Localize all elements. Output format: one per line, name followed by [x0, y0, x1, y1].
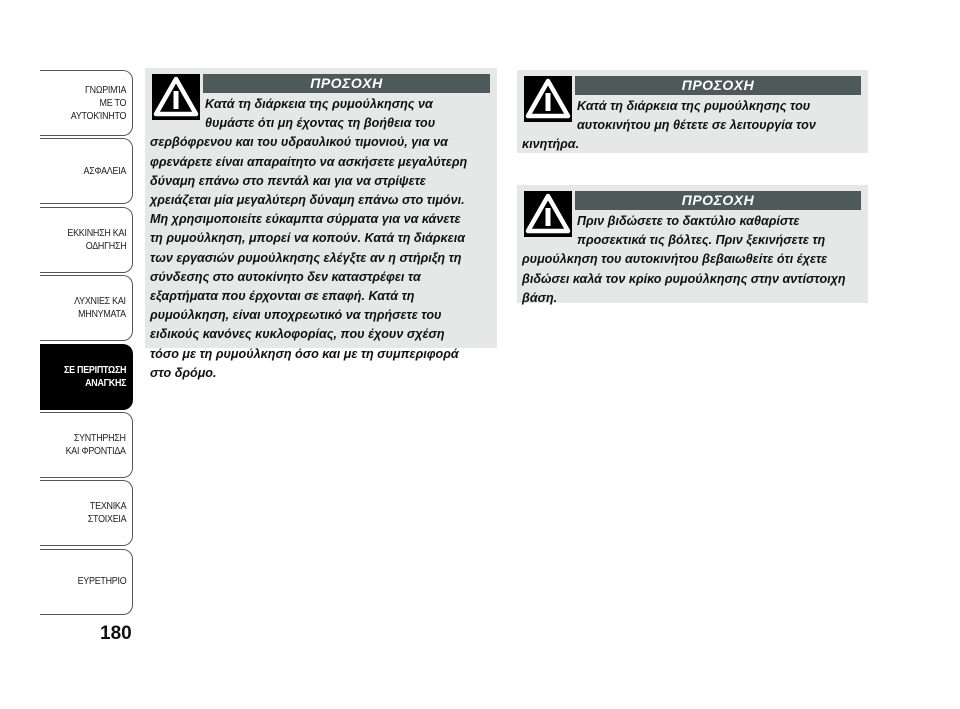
- warning-text-line: σύνδεσης στο αυτοκίνητο δεν καταστρέφει τα: [150, 269, 421, 284]
- warning-text-line: ρυμούλκηση του αυτοκινήτου βεβαιωθείτε ότι έχετε: [522, 252, 828, 267]
- warning-text-line: τη ρυμούλκηση, μπορεί να κοπούν. Κατά τη διάρκεια: [150, 231, 466, 246]
- tab-starting-driving[interactable]: [40, 207, 133, 273]
- tab-lights-messages[interactable]: [40, 275, 133, 341]
- warning-title: ΠΡΟΣΟΧΗ: [575, 76, 861, 95]
- tab-index[interactable]: [40, 549, 133, 615]
- warning-text-line: βάση.: [522, 290, 558, 305]
- warning-text-line: τόσο με τη ρυμούλκηση όσο και με τη συμπεριφορά: [150, 346, 459, 361]
- warning-text-line: θυμάστε ότι μη έχοντας τη βοήθεια του: [205, 116, 436, 131]
- warning-title: ΠΡΟΣΟΧΗ: [203, 74, 490, 93]
- tab-technical-data[interactable]: [40, 480, 133, 546]
- warning-text-line: των εργασιών ρυμούλκησης ελέγξτε αν η στήριξη τη: [150, 250, 462, 265]
- warning-text-line: ειδικούς κανόνες κυκλοφορίας, που έχουν σχέση: [150, 327, 445, 342]
- chapter-tabs: [40, 70, 133, 617]
- warning-text-line: στο δρόμο.: [150, 365, 217, 380]
- warning-text-line: αυτοκινήτου μη θέτετε σε λειτουργία τον: [577, 118, 816, 133]
- warning-text-line: κινητήρα.: [522, 137, 580, 152]
- warning-text-line: Κατά τη διάρκεια της ρυμούλκησης του: [577, 99, 811, 113]
- tab-maintenance[interactable]: [40, 412, 133, 478]
- page-number: 180: [100, 623, 132, 644]
- tab-label: ΣΕ ΠΕΡΙΠΤΩΣΗ ΑΝΑΓΚΗΣ: [63, 363, 126, 389]
- tab-label: ΛΥΧΝΙΕΣ ΚΑΙ ΜΗΝΥΜΑΤΑ: [74, 295, 126, 321]
- warning-text-line: Κατά τη διάρκεια της ρυμούλκησης να: [205, 97, 433, 111]
- warning-text-line: ρυμούλκηση, είναι υποχρεωτικό να τηρήσετε του: [150, 308, 442, 323]
- warning-text-line: Πριν βιδώσετε το δακτύλιο καθαρίστε: [577, 214, 800, 228]
- warning-text-line: δύναμη επάνω στο πεντάλ και για να στρίψετε: [150, 173, 426, 188]
- tab-label: ΕΥΡΕΤΗΡΙΟ: [77, 575, 126, 588]
- warning-text-line: χρειάζεται μία μεγαλύτερη δύναμη επάνω στο τιμόνι.: [150, 193, 465, 208]
- tab-getting-to-know[interactable]: [40, 70, 133, 136]
- warning-text: [150, 95, 493, 383]
- warning-text-line: σερβόφρενου και του υδραυλικού τιμονιού, για να: [150, 135, 448, 150]
- tab-emergency[interactable]: [40, 344, 133, 410]
- warning-text-line: Μη χρησιμοποιείτε εύκαμπτα σύρματα για να κάνετε: [150, 212, 461, 227]
- warning-text: [522, 212, 864, 308]
- tab-label: ΑΣΦΑΛΕΙΑ: [83, 164, 126, 177]
- tab-safety[interactable]: [40, 138, 133, 204]
- warning-text-line: προσεκτικά τις βόλτες. Πριν ξεκινήσετε τη: [577, 233, 826, 248]
- warning-title: ΠΡΟΣΟΧΗ: [575, 191, 861, 210]
- warning-text-line: φρενάρετε είναι απαραίτητο να ασκήσετε μεγαλύτερη: [150, 154, 468, 169]
- tab-label: ΤΕΧΝΙΚΑ ΣΤΟΙΧΕΙΑ: [87, 500, 126, 526]
- warning-text-line: εξαρτήματα που έρχονται σε επαφή. Κατά τη: [150, 289, 415, 304]
- tab-label: ΓΝΩΡΙΜΊΑ ΜΕ ΤΟ ΑΥΤΟΚΊΝΗΤΟ: [70, 83, 126, 122]
- warning-text-line: βιδώσει καλά τον κρίκο ρυμούλκησης στην αντίστοιχη: [522, 271, 846, 286]
- warning-box: [517, 185, 868, 303]
- tab-label: ΕΚΚΙΝΗΣΗ ΚΑΙ ΟΔΗΓΗΣΗ: [66, 226, 126, 252]
- tab-label: ΣΥΝΤΗΡΗΣΗ ΚΑΙ ΦΡΟΝΤΙΔΑ: [65, 431, 126, 457]
- warning-box: [145, 68, 497, 380]
- warning-box: [517, 70, 868, 153]
- warning-text: [522, 97, 864, 155]
